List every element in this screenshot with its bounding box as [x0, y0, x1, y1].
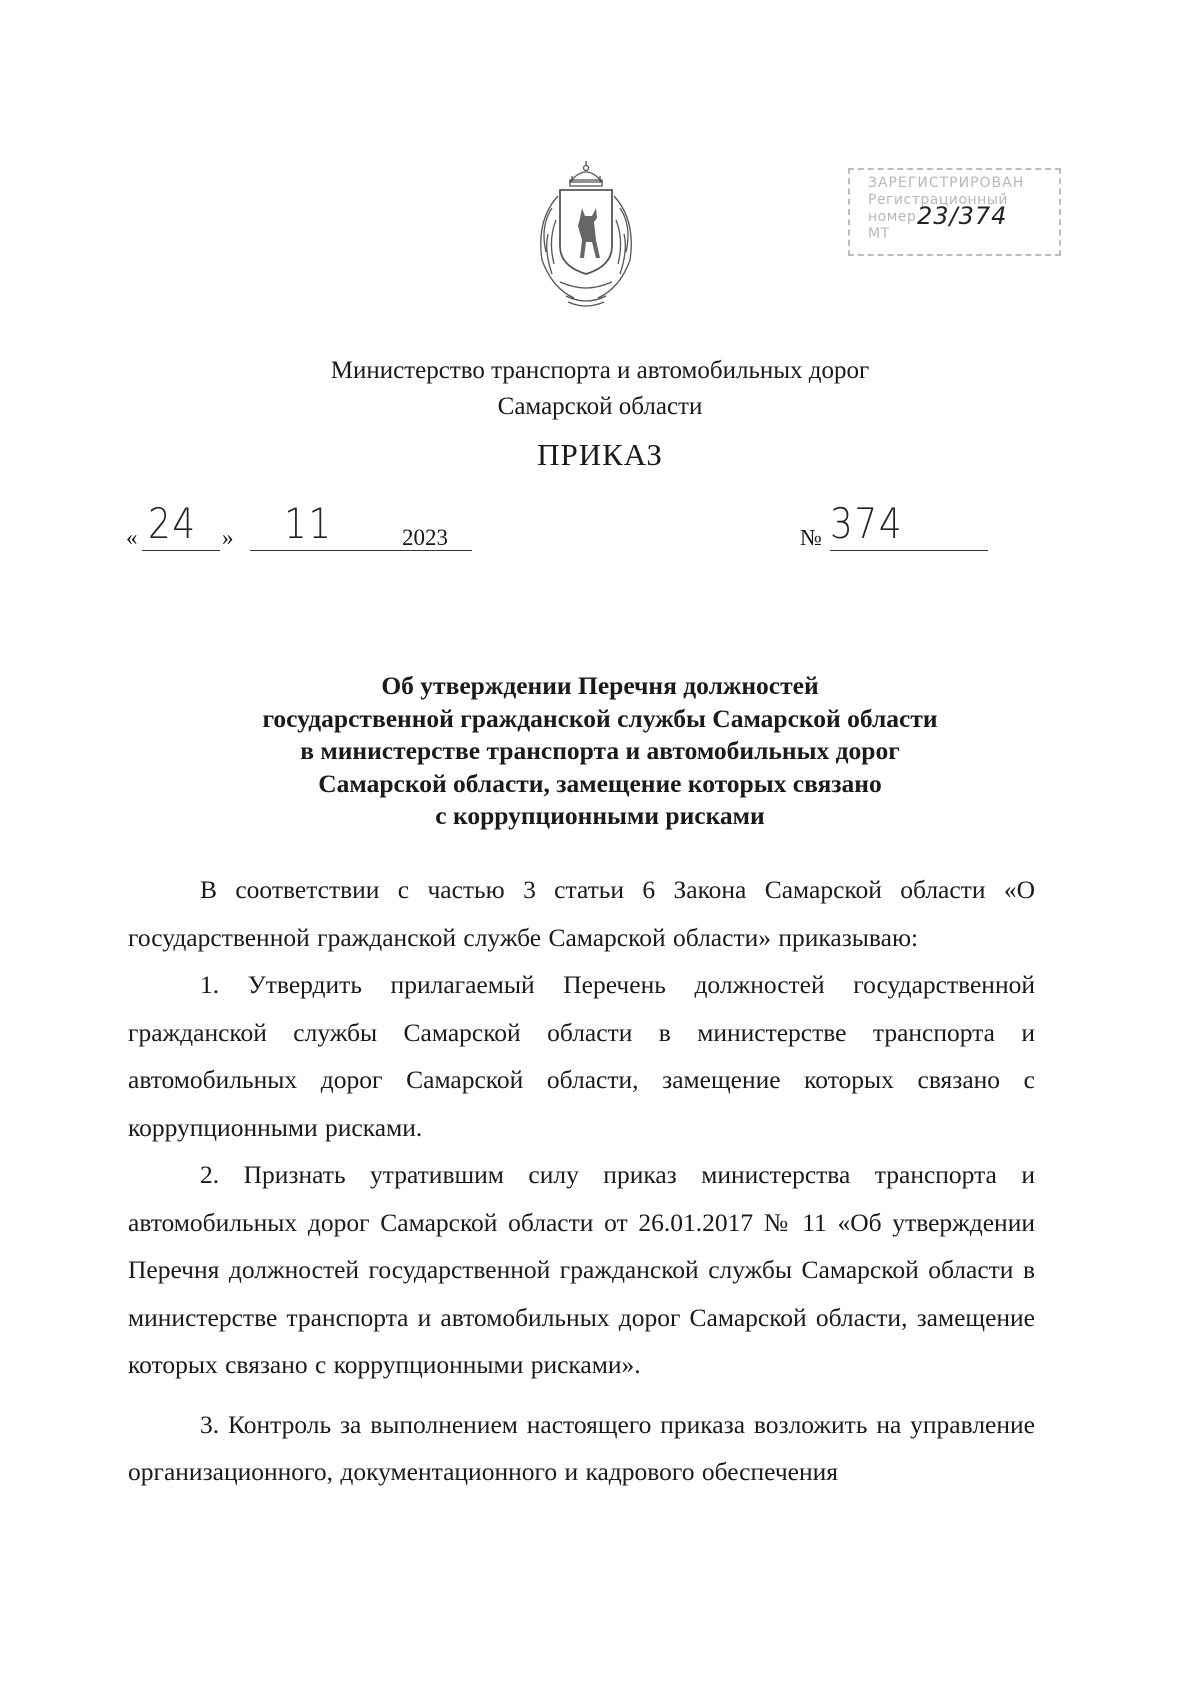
ministry-line-2: Самарской области	[497, 393, 703, 420]
title-line-2: государственной гражданской службы Самарской области	[262, 703, 938, 733]
date-year: 2023	[402, 525, 448, 550]
date-open-quote: «	[126, 525, 138, 550]
stamp-reg-number: 23/374	[917, 202, 1008, 230]
date-close-quote: »	[222, 525, 234, 550]
stamp-prefix-label: МТ	[868, 226, 890, 242]
item-3-paragraph: 3. Контроль за выполнением настоящего приказа возложить на управление организационного, документационного и кадрового обеспечения	[128, 1409, 1035, 1486]
order-date	[126, 499, 486, 557]
order-number	[800, 499, 990, 557]
ministry-line-1: Министерство транспорта и автомобильных дорог	[330, 357, 870, 384]
stamp-registered-label: ЗАРЕГИСТРИРОВАН	[868, 175, 1025, 191]
preamble-paragraph: В соответствии с частью 3 статьи 6 Закона Самарской области «О государственной гражданской службе Самарской области» приказываю:	[128, 875, 1035, 952]
order-body	[128, 866, 1035, 1496]
number-sign: №	[800, 525, 822, 550]
registration-stamp	[848, 168, 1061, 256]
number-underline	[830, 550, 988, 551]
title-line-5: с коррупционными рисками	[435, 801, 765, 830]
title-line-4: Самарской области, замещение которых связано	[318, 768, 882, 798]
date-month: 11	[284, 499, 333, 548]
item-2-paragraph: 2. Признать утратившим силу приказ министерства транспорта и автомобильных дорог Самарской области от 26.01.2017 № 11 «Об утверждении Перечня должностей государственной гражданской службы Самарской области в министерстве транспорта и автомобильных дорог Самарской области, замещение которых связано с коррупционными рисками».	[128, 1160, 1035, 1379]
item-1-paragraph: 1. Утвердить прилагаемый Перечень должностей государственной гражданской службы Самарской области в министерстве транспорта и автомобильных дорог Самарской области, замещение которых связано с коррупционными рисками.	[128, 970, 1035, 1142]
stamp-reg-number-label: Регистрационный номер	[868, 192, 1008, 225]
coat-of-arms-icon	[530, 160, 642, 310]
order-number-value: 374	[830, 499, 904, 548]
document-type: ПРИКАЗ	[537, 437, 663, 472]
title-line-3: в министерстве транспорта и автомобильных дорог	[300, 736, 900, 765]
title-line-1: Об утверждении Перечня должностей	[381, 671, 819, 700]
day-underline	[142, 550, 220, 551]
date-day: 24	[148, 499, 197, 548]
order-title	[0, 670, 1200, 833]
ministry-name	[0, 353, 1200, 425]
